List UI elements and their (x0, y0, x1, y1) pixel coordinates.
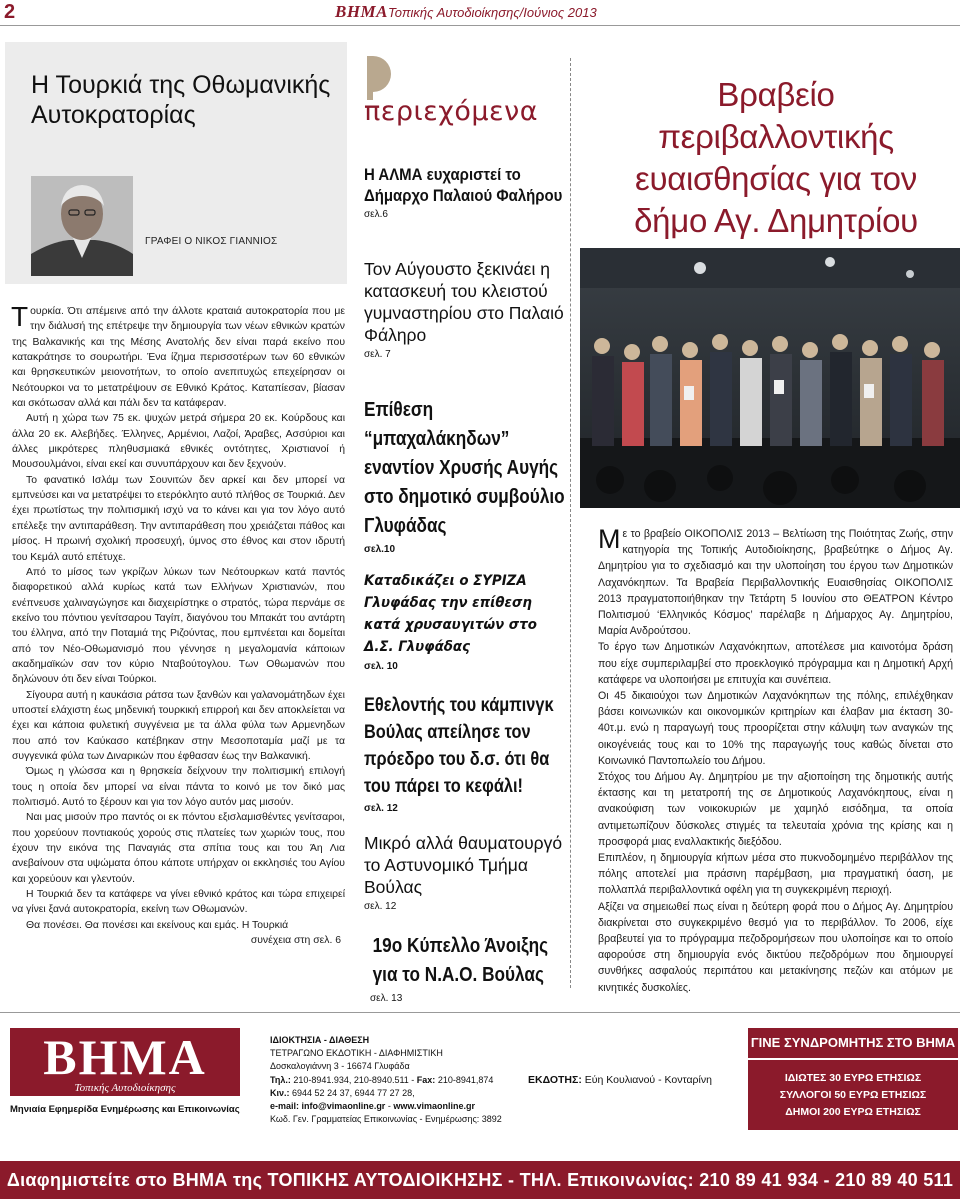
body-paragraph: Το φανατικό Ισλάμ των Σουνιτών δεν αρκεί και δεν μπορεί να εμπνεύσει και να μετατρέψει το ετερόκλητο αυτό πλήθος σε Τουρκιά. Δεν έχει πρωτίστως την πολιτισμική ισχύ να το κάνει και για τον λόγο αυτό επέλεξε την αντιπαράθεση. Την αντιπαράθεση που χρειάζεται πάθος και μίσος. Η πρωινή σχολική προσευχή, ύμνος στο έθνος και στον ιδρυτή του Κεμάλ αυτό επέτυχε. (12, 474, 345, 563)
body-paragraph: Όμως η γλώσσα και η θρησκεία δείχνουν την πολιτισμική επιλογή τους η οποία δεν μπορεί να είναι πάντα το κοινό με τον δικό μας πολιτισμό. Αυτό το ξέρουν και για τον λόγο αυτόν μας μισούν. (12, 766, 345, 808)
body-paragraph: Αξίζει να σημειωθεί πως είναι η δεύτερη φορά που ο Δήμος Αγ. Δημητρίου διακρίνεται στο συγκεκριμένο θεσμό για το περιβάλλον. Το 2006, είχε βραβευτεί για το πρόγραμμα πεζοδρομήσεων που υλοποίησε και το οποίο αφορούσε στη δημιουργία ενός δικτύου πεζοδρόμων που δημιουργεί συνθήκες ασφαλούς περιπάτου και μετακίνησης πεζών και ατόμων με κινητικές δυσκολίες. (598, 900, 953, 994)
imprint-phone-fax: Τηλ.: 210-8941.934, 210-8940.511 - Fax: 210-8941,874 (270, 1074, 494, 1085)
subscription-rates (748, 1060, 958, 1130)
footer-logo (10, 1028, 240, 1096)
logo-main-text: ΒΗΜΑ (43, 1029, 207, 1085)
issue-info: Τοπικής Αυτοδιοίκησης/Ιούνιος 2013 (388, 5, 597, 20)
toc-item[interactable] (364, 396, 569, 555)
body-paragraph: Οι 45 δικαιούχοι των Δημοτικών Λαχανόκηπων της πόλης, επιλέχθηκαν βάσει κοινωνικών και οικονομικών κριτηρίων και έλαβαν μια έκταση 30-40τ.μ. ενώ η παραγωγή τους προορίζεται στην κάλυψη των αναγκών της οικογένειάς τους και το 10% της παραγωγής τους καθώς δίνεται στο Κοινωνικό Παντοπωλείο του Δήμου. (598, 690, 953, 767)
imprint-address: Δοσκαλογιάννη 3 - 16674 Γλυφάδα (270, 1061, 410, 1072)
body-paragraph: Από το μίσος των γκρίζων λύκων των Νεότουρκων κατά παντός διαφορετικού αλλά κυρίως κατά των Ελλήνων Χριστιανών, που ενέπνευσε χαλιναγώγησε και διαχειρίστηκε ο στρατός, τώρα περνάμε σε εκείνο του πόντιου γενίτσαρου Ταγίπ, διαγόνου του Μπακάτ του αντάρτη του έλληνα, από την Ποταμιά της Ριζούντας, που εμπνέεται και δομείται από τον Νέο-Οθωμανισμό που γέννησε η μεγαλομανία κάποιων ακαδημαϊκών σαν τον κύριο Νταβούτογλου. Των Οθωμανών που δηλώνουν ότι δεν είναι Τούρκοι. (12, 566, 345, 686)
drop-cap: Τ (11, 301, 29, 332)
body-paragraph: Η Τουρκιά δεν τα κατάφερε να γίνει εθνικό κράτος και τώρα επιχειρεί να γίνει ξανά αυτοκρατορία, εκείνη των Οθωμανών. (12, 889, 345, 916)
column-divider (570, 58, 571, 988)
subscription-rate: ΙΔΙΩΤΕΣ 30 ΕΥΡΩ ΕΤΗΣΙΩΣ (784, 1072, 922, 1084)
body-paragraph: Επιπλέον, η δημιουργία κήπων μέσα στο πυκνοδομημένο περιβάλλον της πόλης αποτελεί μια πράσινη παρέμβαση, μια πραγματική όαση, με πολλαπλά περιβαλλοντικά οφέλη για τη συγκεκριμένη περιοχή. (598, 852, 953, 897)
subscription-heading: ΓΙΝΕ ΣΥΝΔΡΟΜΗΤΗΣ ΣΤΟ ΒΗΜΑ (748, 1028, 958, 1058)
toc-headline: Καταδικάζει ο ΣΥΡΙΖΑ Γλυφάδας την επίθεση κατά χρυσαυγιτών στο Δ.Σ. Γλυφάδας (364, 573, 537, 655)
page-header (0, 0, 960, 26)
toc-headline: Μικρό αλλά θαυματουργό το Αστυνομικό Τμήμα Βούλας (364, 833, 563, 897)
page-footer (0, 1012, 960, 1199)
author-byline: ΓΡΑΦΕΙ Ο ΝΙΚΟΣ ΓΙΑΝΝΙΟΣ (145, 236, 278, 247)
advertising-banner: Διαφημιστείτε στο ΒΗΜΑ της ΤΟΠΙΚΗΣ ΑΥΤΟΔΙΟΙΚΗΣΗΣ - ΤΗΛ. Επικοινωνίας: 210 89 41 934 - 210 89 40 511 (0, 1161, 960, 1199)
toc-item[interactable] (364, 692, 569, 814)
toc-headline: Η ΑΛΜΑ ευχαριστεί το Δήμαρχο Παλαιού Φαλήρου (364, 165, 563, 205)
toc-page: σελ. 13 (370, 993, 403, 1004)
website-link[interactable]: www.vimaonline.gr (393, 1101, 476, 1112)
toc-page: σελ. 12 (364, 901, 397, 912)
toc-item[interactable] (364, 258, 569, 360)
page-number: 2 (4, 1, 16, 23)
imprint-heading: ΙΔΙΟΚΤΗΣΙΑ - ΔΙΑΘΕΣΗ (270, 1035, 370, 1045)
drop-cap: Μ (598, 524, 621, 554)
opinion-header-box (5, 42, 347, 284)
imprint-contact: e-mail: info@vimaonline.gr - www.vimaonline.gr (270, 1101, 476, 1112)
opinion-body (11, 301, 345, 948)
author-photo (31, 176, 133, 276)
toc-page: σελ. 7 (364, 349, 391, 360)
running-masthead (335, 2, 597, 22)
body-paragraph: Αυτή η χώρα των 75 εκ. ψυχών μετρά σήμερα 20 εκ. Κούρδους και άλλα 20 εκ. Αλεβήδες. Έλληνες, Αρμένιοι, Λαζοί, Άραβες, Ασσύριοι και άλλες μικρότερες πληθυσμιακά εθνικές οντότητες, Χριστιανοί ή Μουσουλμάνοι, είναι εκεί και συνυπάρχουν και δεν ξεχνούν. (12, 413, 345, 471)
body-paragraph: Το έργο των Δημοτικών Λαχανόκηπων, αποτέλεσε μια καινοτόμα δράση που είχε συμπεριλαμβεί στο προεκλογικό πρόγραμμα και η Δημοτική Αρχή κατάφερε να υλοποιήσει με επιτυχία και συνέπεια. (598, 641, 953, 686)
toc-item[interactable] (364, 570, 569, 672)
body-paragraph: Με το βραβείο ΟΙΚΟΠΟΛΙΣ 2013 – Βελτίωση της Ποιότητας Ζωής, στην κατηγορία της Τοπικής Αυτοδιοίκησης, βραβεύτηκε ο Δήμος Αγ. Δημητρίου για το σχεδιασμό και την υλοποίηση του έργου των Δημοτικών Λαχανόκηπων. Τα Βραβεία Περιβαλλοντικής Ευαισθησίας ΟΙΚΟΠΟΛΙΣ 2013 πραγματοποιήθηκαν την Τετάρτη 5 Ιουνίου στο ΘΕΑΤΡΟΝ Κέντρο Πολιτισμού ‘Ελληνικός Κόσμος’ παρέλαβε η Δήμαρχος Αγ. Δημητρίου, Μαρία Ανδρούτσου. (598, 524, 953, 638)
feature-title: Βραβείο περιβαλλοντικής ευαισθησίας για τον δήμο Αγ. Δημητρίου (634, 76, 918, 239)
toc-item[interactable] (364, 832, 569, 912)
masthead-title: ΒΗΜΑ (335, 2, 389, 21)
continued-note: συνέχεια στη σελ. 6 (250, 935, 341, 947)
body-paragraph: Στόχος του Δήμου Αγ. Δημητρίου με την αξιοποίηση της δημοτικής αυτής έκτασης και τη μετατροπή της σε Δημοτικούς Λαχανόκηπους, είναι η ανακούφιση των νοικοκυριών με χαμηλό εισόδημα, τα οποία αντιμετωπίζουν δύσκολες στιγμές τα τελευταία χρόνια της κρίσης και η προσφορά μιας εναλλακτικής διεξόδου. (598, 771, 953, 848)
imprint-registry: Κωδ. Γεν. Γραμματείας Επικοινωνίας - Ενημέρωσης: 3892 (270, 1114, 502, 1125)
author-portrait-icon (31, 176, 133, 276)
half-disc-p-logo-icon (367, 56, 391, 100)
footer-tagline: Μηνιαία Εφημερίδα Ενημέρωσης και Επικοινωνίας (10, 1104, 240, 1115)
footer-divider (0, 1012, 960, 1013)
publisher-line: ΕΚΔΟΤΗΣ: Εύη Κουλιανού - Κονταρίνη (528, 1074, 712, 1086)
body-paragraph: Θα πονέσει. Θα πονέσει και εκείνους και εμάς. Η Τουρκιά (26, 919, 289, 931)
body-paragraph: Ναι μας μισούν προ παντός οι εκ πόντου εξισλαμισθέντες γενίτσαροι, που χορεύουν ποντιακούς χορούς στις πλατείες των χωριών τους, που έχουν την εικόνα της Παναγιάς στα σπίτια τους και του Άη Λια ανεβαίνουν στα υψώματα όπου κάποτε υπήρχαν οι εκκλησιές του Αγίου και χορεύουν και γλεντούν. (12, 812, 345, 885)
contents-heading: περιεχόμενα (364, 96, 538, 127)
toc-page: σελ.10 (364, 544, 396, 555)
opinion-title: Η Τουρκιά της Οθωμανικής Αυτοκρατορίας (31, 71, 331, 129)
imprint-company: ΤΕΤΡΑΓΩΝΟ ΕΚΔΟΤΙΚΗ - ΔΙΑΦΗΜΙΣΤΙΚΗ (270, 1048, 443, 1059)
subscription-rate: ΔΗΜΟΙ 200 ΕΥΡΩ ΕΤΗΣΙΩΣ (785, 1106, 921, 1118)
toc-headline: Εθελοντής του κάμπινγκ Βούλας απείλησε τον πρόεδρο του δ.σ. ότι θα του πάρει το κεφάλι! (364, 695, 554, 797)
toc-headline: 19ο Κύπελλο Άνοιξης για το Ν.Α.Ο. Βούλας (372, 935, 549, 986)
toc-item[interactable] (364, 932, 569, 1004)
award-ceremony-icon (580, 248, 960, 508)
email-link[interactable]: info@vimaonline.gr (301, 1101, 386, 1112)
toc-headline: Επίθεση “μπαχαλάκηδων” εναντίον Χρυσής Αυγής στο δημοτικό συμβούλιο Γλυφάδας (364, 399, 565, 537)
toc-page: σελ. 12 (364, 803, 398, 814)
body-paragraph: Τουρκία. Ότι απέμεινε από την άλλοτε κραταιά αυτοκρατορία που με την διάλυσή της επέτρεψε την δημιουργία των νέων εθνικών κρατών της Βαλκανικής και της Μέσης Ανατολής δεν είναι παρά εκείνο που κατακράτησε το σουρωτήρι. Ένα ίζημα περισσοτέρων των 60 εθνικών και θρησκευτικών μειονοτήτων, το οποίο ανεπιτυχώς επεχείρησαν οι Νεότουρκοι να το μετατρέψουν σε Εθνικό Κράτος. Καταπίεσαν, βίασαν και σκότωσαν αλλά και πάλι δεν τα κατάφεραν. (11, 301, 345, 410)
toc-page: σελ. 10 (364, 661, 398, 672)
imprint-block (270, 1034, 520, 1126)
toc-headline: Τον Αύγουστο ξεκινάει η κατασκευή του κλειστού γυμναστηρίου στο Παλαιό Φάληρο (364, 259, 564, 345)
imprint-mobile: Κιν.: 6944 52 24 37, 6944 77 27 28, (270, 1087, 415, 1098)
toc-item[interactable] (364, 164, 569, 220)
feature-body (598, 526, 953, 996)
award-ceremony-photo (580, 248, 960, 508)
logo-sub-text: Τοπικής Αυτοδιοίκησης (74, 1082, 176, 1094)
toc-page: σελ.6 (364, 209, 388, 220)
subscription-rate: ΣΥΛΛΟΓΟΙ 50 ΕΥΡΩ ΕΤΗΣΙΩΣ (779, 1089, 927, 1101)
body-paragraph: Σίγουρα αυτή η καυκάσια ράτσα των ξανθών και γαλανομάτηδων έχει υποστεί ελάχιστη έως μηδενική τουρκική επιρροή και δεν αποκλείεται να έχει και κάποια φυλετική συγγένεια με τα άλλα φύλα των Αρμενηδων που από τον Καύκασο κατέβηκαν στην Μεσοποταμία μαζί με τα συγγενικά φύλα των Διναρικών που έφθασαν έως την Βαλκανική. (12, 689, 345, 762)
